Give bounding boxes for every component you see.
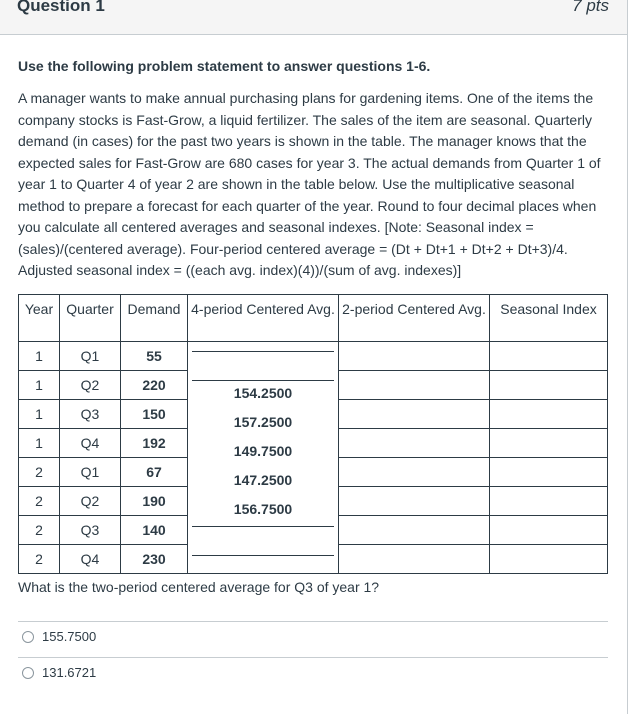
cell-quarter: Q2 bbox=[60, 371, 121, 400]
cell-seasonal-index bbox=[490, 400, 608, 429]
cell-2period-avg bbox=[339, 458, 490, 487]
cell-2period-avg bbox=[339, 516, 490, 545]
cell-seasonal-index bbox=[490, 371, 608, 400]
question-header bbox=[0, 0, 628, 35]
cell-year: 1 bbox=[19, 342, 60, 371]
question-points: 7 pts bbox=[572, 0, 609, 15]
answer-option[interactable] bbox=[22, 665, 96, 680]
cell-demand: 230 bbox=[121, 545, 188, 574]
answer-option-label: 155.7500 bbox=[42, 629, 97, 644]
four-period-avg-value: 156.7500 bbox=[233, 501, 293, 517]
cell-year: 1 bbox=[19, 400, 60, 429]
cell-quarter: Q4 bbox=[60, 545, 121, 574]
divider bbox=[18, 657, 608, 658]
four-period-avg-value: 157.2500 bbox=[233, 414, 293, 430]
cell-year: 2 bbox=[19, 458, 60, 487]
divider bbox=[192, 380, 334, 381]
cell-seasonal-index bbox=[490, 516, 608, 545]
cell-demand: 220 bbox=[121, 371, 188, 400]
question-prompt: What is the two-period centered average for Q3 of year 1? bbox=[18, 579, 380, 595]
cell-year: 2 bbox=[19, 516, 60, 545]
cell-year: 1 bbox=[19, 429, 60, 458]
four-period-avg-value: 149.7500 bbox=[233, 443, 293, 459]
question-body bbox=[0, 34, 628, 714]
header-demand: Demand bbox=[121, 295, 188, 342]
cell-demand: 150 bbox=[121, 400, 188, 429]
cell-quarter: Q3 bbox=[60, 516, 121, 545]
radio-button[interactable] bbox=[22, 631, 34, 643]
header-quarter: Quarter bbox=[60, 295, 121, 342]
cell-quarter: Q1 bbox=[60, 342, 121, 371]
header-2period: 2-period Centered Avg. bbox=[339, 295, 490, 342]
table-header-row bbox=[19, 295, 608, 342]
cell-year: 1 bbox=[19, 371, 60, 400]
divider bbox=[192, 526, 334, 527]
header-year: Year bbox=[19, 295, 60, 342]
cell-2period-avg bbox=[339, 342, 490, 371]
cell-seasonal-index bbox=[490, 342, 608, 371]
cell-seasonal-index bbox=[490, 458, 608, 487]
divider bbox=[192, 555, 334, 556]
cell-demand: 55 bbox=[121, 342, 188, 371]
cell-quarter: Q2 bbox=[60, 487, 121, 516]
cell-2period-avg bbox=[339, 545, 490, 574]
demand-table bbox=[18, 294, 608, 574]
cell-seasonal-index bbox=[490, 545, 608, 574]
problem-statement: A manager wants to make annual purchasing plans for gardening items. One of the items the company stocks is Fast-Grow, a liquid fertilizer. The sales of the item are seasonal. Quarterly demand (in cases) for the past two years is shown in the table. The manager knows that the expected sales for Fast-Grow are 680 cases for year 3. The actual demands from Quarter 1 of year 1 to Quarter 4 of year 2 are shown in the table below. Use the multiplicative seasonal method to prepare a forecast for each quarter of the year. Round to four decimal places when you calculate all centered averages and seasonal indexes. [Note: Seasonal index = (sales)/(centered average). Four-period centered average = (Dt + Dt+1 + Dt+2 + Dt+3)/4. Adjusted seasonal index = ((each avg. index)(4))/(sum of avg. indexes)] bbox=[18, 90, 601, 278]
four-period-avg-column bbox=[188, 342, 339, 574]
radio-button[interactable] bbox=[22, 667, 34, 679]
answer-option[interactable] bbox=[22, 629, 96, 644]
cell-demand: 140 bbox=[121, 516, 188, 545]
cell-2period-avg bbox=[339, 400, 490, 429]
cell-2period-avg bbox=[339, 487, 490, 516]
divider bbox=[18, 621, 608, 622]
header-4period: 4-period Centered Avg. bbox=[188, 295, 339, 342]
table-row bbox=[19, 342, 608, 371]
cell-quarter: Q1 bbox=[60, 458, 121, 487]
cell-2period-avg bbox=[339, 429, 490, 458]
cell-quarter: Q3 bbox=[60, 400, 121, 429]
divider bbox=[192, 351, 334, 352]
header-seasonal-index: Seasonal Index bbox=[490, 295, 608, 342]
cell-year: 2 bbox=[19, 545, 60, 574]
four-period-avg-value: 154.2500 bbox=[233, 385, 293, 401]
cell-demand: 192 bbox=[121, 429, 188, 458]
intro-text: Use the following problem statement to answer questions 1-6. bbox=[18, 58, 431, 74]
cell-year: 2 bbox=[19, 487, 60, 516]
cell-seasonal-index bbox=[490, 429, 608, 458]
four-period-avg-value: 147.2500 bbox=[233, 472, 293, 488]
cell-demand: 190 bbox=[121, 487, 188, 516]
cell-seasonal-index bbox=[490, 487, 608, 516]
cell-2period-avg bbox=[339, 371, 490, 400]
cell-demand: 67 bbox=[121, 458, 188, 487]
answer-option-label: 131.6721 bbox=[42, 665, 97, 680]
question-title: Question 1 bbox=[17, 0, 105, 15]
cell-quarter: Q4 bbox=[60, 429, 121, 458]
